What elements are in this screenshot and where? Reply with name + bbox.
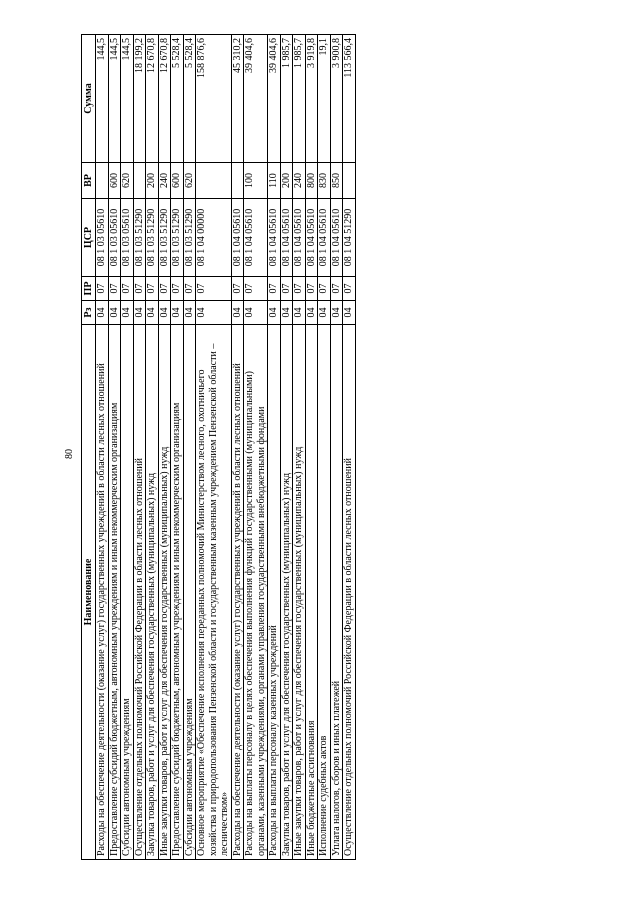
table-row [121,35,134,860]
cell-vr [196,163,232,199]
table-row [108,35,121,860]
cell-rz: 04 [133,301,146,325]
cell-csr: 08 1 04 05610 [293,199,306,277]
cell-name: Субсидии автономным учреждениям [183,325,196,860]
cell-vr: 800 [305,163,318,199]
cell-rz: 04 [268,301,281,325]
header-rz: Рз [82,301,96,325]
cell-vr: 830 [318,163,331,199]
cell-vr: 620 [183,163,196,199]
cell-rz: 04 [158,301,171,325]
budget-table [81,34,356,860]
header-name: Наименование [82,325,96,860]
cell-name: Расходы на обеспечение деятельности (оказание услуг) государственных учреждений в области лесных отношений [231,325,244,860]
cell-rz: 04 [293,301,306,325]
table-row [183,35,196,860]
cell-rz: 04 [231,301,244,325]
page-number: 80 [64,449,75,459]
cell-sum: 3 900,8 [330,35,343,163]
header-pr: ПР [82,277,96,301]
cell-csr: 08 1 03 05610 [96,199,109,277]
cell-pr: 07 [146,277,159,301]
cell-pr: 07 [108,277,121,301]
cell-csr: 08 1 03 51290 [183,199,196,277]
cell-csr: 08 1 04 05610 [280,199,293,277]
cell-rz: 04 [171,301,184,325]
cell-sum: 5 528,4 [183,35,196,163]
cell-sum: 113 566,4 [343,35,356,163]
cell-name: Субсидии автономным учреждениям [121,325,134,860]
rotated-table-container [81,35,560,860]
header-csr: ЦСР [82,199,96,277]
cell-sum: 1 985,7 [280,35,293,163]
cell-pr: 07 [231,277,244,301]
cell-name: Осуществление отдельных полномочий Российской Федерации в области лесных отношений [133,325,146,860]
cell-rz: 04 [244,301,268,325]
cell-pr: 07 [305,277,318,301]
cell-pr: 07 [268,277,281,301]
cell-sum: 12 670,8 [146,35,159,163]
cell-sum: 19,1 [318,35,331,163]
cell-vr [231,163,244,199]
cell-name: Предоставление субсидий бюджетным, автономным учреждениям и иным некоммерческим организациям [171,325,184,860]
cell-rz: 04 [196,301,232,325]
cell-csr: 08 1 04 00000 [196,199,232,277]
cell-vr: 100 [244,163,268,199]
cell-rz: 04 [280,301,293,325]
cell-vr: 110 [268,163,281,199]
table-row [244,35,268,860]
cell-vr: 850 [330,163,343,199]
cell-csr: 08 1 04 05610 [330,199,343,277]
cell-rz: 04 [183,301,196,325]
cell-vr: 620 [121,163,134,199]
cell-csr: 08 1 04 05610 [231,199,244,277]
cell-name: Предоставление субсидий бюджетным, автономным учреждениям и иным некоммерческим организациям [108,325,121,860]
cell-name: Расходы на выплаты персоналу в целях обеспечения выполнения функций государственными (муниципальными) органами, казенными учреждениями, органами управления государственными внебюджетными фондами [244,325,268,860]
cell-vr: 240 [158,163,171,199]
cell-sum: 158 876,6 [196,35,232,163]
cell-name: Закупка товаров, работ и услуг для обеспечения государственных (муниципальных) нужд [146,325,159,860]
cell-rz: 04 [108,301,121,325]
table-row [146,35,159,860]
cell-rz: 04 [121,301,134,325]
table-header-row [82,35,96,860]
cell-sum: 18 199,2 [133,35,146,163]
cell-csr: 08 1 03 51290 [146,199,159,277]
table-row [343,35,356,860]
cell-sum: 45 310,2 [231,35,244,163]
cell-sum: 1 985,7 [293,35,306,163]
cell-csr: 08 1 03 05610 [121,199,134,277]
table-row [330,35,343,860]
cell-pr: 07 [133,277,146,301]
cell-sum: 3 919,8 [305,35,318,163]
cell-rz: 04 [330,301,343,325]
cell-pr: 07 [293,277,306,301]
cell-pr: 07 [244,277,268,301]
table-row [231,35,244,860]
cell-name: Основное мероприятие «Обеспечение исполнения переданных полномочий Министерством лесного, охотничьего хозяйства и природопользования Пензенской области и государственным казенным учреждением Пензенской области – лесничеством» [196,325,232,860]
cell-pr: 07 [196,277,232,301]
cell-pr: 07 [96,277,109,301]
cell-rz: 04 [146,301,159,325]
cell-rz: 04 [96,301,109,325]
cell-csr: 08 1 03 51290 [133,199,146,277]
cell-vr [343,163,356,199]
cell-csr: 08 1 04 05610 [305,199,318,277]
table-row [293,35,306,860]
cell-sum: 144,5 [96,35,109,163]
cell-vr: 240 [293,163,306,199]
cell-vr: 200 [146,163,159,199]
cell-sum: 12 670,8 [158,35,171,163]
cell-sum: 144,5 [121,35,134,163]
cell-rz: 04 [343,301,356,325]
cell-rz: 04 [305,301,318,325]
cell-name: Иные закупки товаров, работ и услуг для обеспечения государственных (муниципальных) нужд [293,325,306,860]
cell-sum: 39 404,6 [268,35,281,163]
cell-csr: 08 1 04 05610 [318,199,331,277]
cell-pr: 07 [171,277,184,301]
cell-csr: 08 1 03 51290 [158,199,171,277]
cell-csr: 08 1 03 51290 [171,199,184,277]
cell-pr: 07 [183,277,196,301]
cell-csr: 08 1 03 05610 [108,199,121,277]
cell-pr: 07 [343,277,356,301]
table-row [318,35,331,860]
table-body [96,35,356,860]
table-row [96,35,109,860]
cell-vr: 600 [171,163,184,199]
cell-sum: 39 404,6 [244,35,268,163]
cell-name: Осуществление отдельных полномочий Российской Федерации в области лесных отношений [343,325,356,860]
header-vr: ВР [82,163,96,199]
cell-name: Иные бюджетные ассигнования [305,325,318,860]
cell-name: Уплата налогов, сборов и иных платежей [330,325,343,860]
cell-sum: 5 528,4 [171,35,184,163]
table-row [158,35,171,860]
cell-pr: 07 [318,277,331,301]
cell-vr [96,163,109,199]
table-row [133,35,146,860]
cell-vr: 600 [108,163,121,199]
cell-pr: 07 [158,277,171,301]
table-row [305,35,318,860]
cell-csr: 08 1 04 05610 [268,199,281,277]
cell-pr: 07 [330,277,343,301]
cell-name: Иные закупки товаров, работ и услуг для обеспечения государственных (муниципальных) нужд [158,325,171,860]
cell-name: Расходы на обеспечение деятельности (оказание услуг) государственных учреждений в области лесных отношений [96,325,109,860]
cell-name: Закупка товаров, работ и услуг для обеспечения государственных (муниципальных) нужд [280,325,293,860]
cell-vr: 200 [280,163,293,199]
cell-name: Расходы на выплаты персоналу казенных учреждений [268,325,281,860]
table-row [268,35,281,860]
table-row [196,35,232,860]
cell-csr: 08 1 04 05610 [244,199,268,277]
cell-sum: 144,5 [108,35,121,163]
cell-pr: 07 [121,277,134,301]
header-sum: Сумма [82,35,96,163]
cell-pr: 07 [280,277,293,301]
cell-rz: 04 [318,301,331,325]
cell-vr [133,163,146,199]
table-row [280,35,293,860]
cell-csr: 08 1 04 51290 [343,199,356,277]
table-row [171,35,184,860]
cell-name: Исполнение судебных актов [318,325,331,860]
